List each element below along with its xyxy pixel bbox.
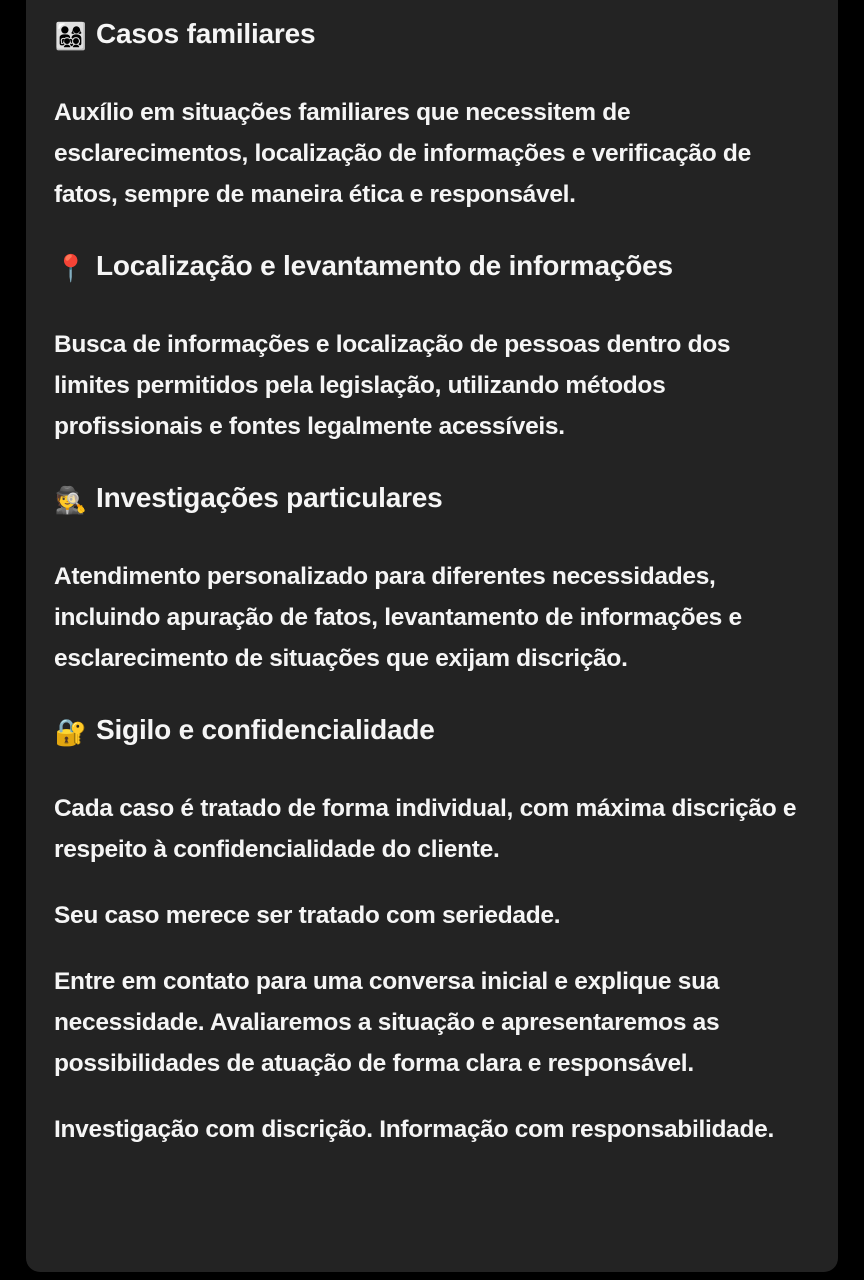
pushpin-icon: 📍 bbox=[54, 253, 88, 283]
closing-slogan: Investigação com discrição. Informação com responsabilidade. bbox=[54, 1116, 774, 1143]
section-body: Auxílio em situações familiares que necessitem de esclarecimentos, localização de informações e verificação de fatos, sempre de maneira ética e responsável. bbox=[54, 99, 751, 208]
section-heading-location bbox=[54, 240, 810, 294]
closing-tagline: Seu caso merece ser tratado com seriedade. bbox=[54, 902, 561, 929]
lock-with-key-icon: 🔐 bbox=[54, 717, 88, 747]
detective-icon: 🕵️ bbox=[54, 485, 88, 515]
section-title: Sigilo e confidencialidade bbox=[96, 714, 435, 745]
section-heading-investigations bbox=[54, 472, 810, 526]
message-card bbox=[26, 0, 838, 1272]
section-heading-confidentiality bbox=[54, 704, 810, 758]
section-title: Localização e levantamento de informações bbox=[96, 250, 673, 281]
section-body: Busca de informações e localização de pessoas dentro dos limites permitidos pela legislação, utilizando métodos profissionais e fontes legalmente acessíveis. bbox=[54, 331, 731, 440]
closing-call-to-action: Entre em contato para uma conversa inicial e explique sua necessidade. Avaliaremos a situação e apresentaremos as possibilidades de atuação de forma clara e responsável. bbox=[54, 968, 720, 1077]
section-title: Investigações particulares bbox=[96, 482, 443, 513]
section-heading-family bbox=[54, 8, 810, 62]
section-body: Atendimento personalizado para diferentes necessidades, incluindo apuração de fatos, levantamento de informações e esclarecimento de situações que exijam discrição. bbox=[54, 563, 742, 672]
family-icon: 👨‍👩‍👧‍👦 bbox=[54, 21, 88, 51]
section-body: Cada caso é tratado de forma individual, com máxima discrição e respeito à confidencialidade do cliente. bbox=[54, 795, 797, 863]
section-title: Casos familiares bbox=[96, 18, 316, 49]
